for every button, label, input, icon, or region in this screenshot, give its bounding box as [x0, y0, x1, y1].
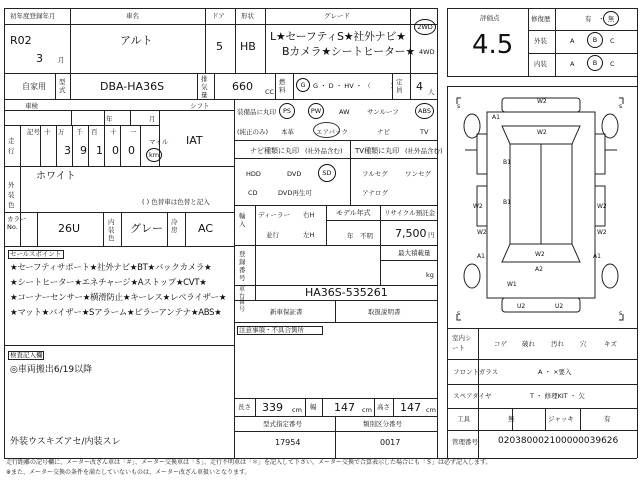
interior-sheet-label: 室内シート — [452, 334, 472, 352]
capacity-unit: 人 — [428, 88, 435, 96]
car-diagram — [447, 86, 637, 328]
equip-leather: 本革 — [281, 128, 294, 136]
model-value: DBA-HA36S — [100, 80, 165, 93]
length-label: 長さ — [238, 403, 251, 411]
equip-pw: PW — [310, 107, 322, 115]
diag-label-10: A1 — [593, 253, 601, 260]
equip-navi: ナビ — [377, 128, 390, 136]
width-unit: cm — [362, 406, 372, 414]
repair-none-circle — [603, 11, 619, 26]
width-label: 幅 — [310, 403, 317, 411]
fuel-g: G — [300, 81, 306, 89]
int-a: A — [570, 60, 575, 68]
vin-label: 車台番号 — [239, 286, 246, 313]
mileage-unit-3: 千 — [76, 128, 83, 136]
selling-point-line-2: ★コーナーセンサー★横滑防止★キーレス★レベライザー★ — [10, 293, 227, 303]
mile-label: マイル — [149, 138, 169, 146]
recycle-label: リサイクル預託金 — [384, 209, 436, 217]
mileage-digit-3: 0 — [112, 144, 119, 157]
footnote-line2: ※また、メーター交換の条件を満たしていないものは、メーター改ざん車扱いとなります。 — [6, 469, 251, 476]
ext-c: C — [610, 37, 615, 45]
max-load-unit: kg — [426, 271, 434, 279]
diag-label-0: W2 — [537, 98, 547, 105]
diag-label-4: B1 — [503, 199, 511, 206]
equip-airbag: エアバック — [316, 128, 348, 136]
repair-none: 無 — [607, 15, 615, 23]
inspection-month-label: 月 — [149, 115, 156, 123]
equipment-sub: (純正のみ) — [237, 128, 269, 136]
nav-sd-circle — [318, 164, 336, 182]
equip-abs: ABS — [418, 107, 431, 115]
import-parallel: 並行 — [266, 231, 279, 239]
spare-label: スペアタイヤ — [453, 392, 492, 400]
diag-label-8: W2 — [597, 229, 607, 236]
tv-oneseg: ワンセグ — [405, 170, 431, 178]
first-reg-label: 初年度登録年月 — [10, 12, 56, 20]
inspection-year-label: 年 — [106, 115, 113, 123]
recycle-value: 7,500 — [395, 227, 427, 240]
inspector-label: 検査記入欄 — [10, 351, 43, 359]
length-unit: cm — [292, 406, 302, 414]
diagram-labels — [457, 98, 622, 317]
selling-point-line-1: ★シートヒーター★エネチャージ★Aストップ★CVT★ — [10, 278, 207, 288]
glass-label: フロントガラス — [453, 368, 499, 376]
nav-dvd: DVD — [287, 170, 302, 178]
import-right: 右H — [303, 211, 315, 219]
reg-label: 登録番号 — [239, 250, 246, 282]
shift-label: シフト — [190, 102, 210, 110]
nav-hdd: HDD — [246, 170, 261, 178]
exterior-label: 外装 — [534, 37, 547, 45]
km-label: km — [148, 151, 160, 159]
tools-label: 工具 — [457, 415, 470, 423]
interior-sheet-item-0: コゲ — [494, 340, 507, 348]
jack-label: ジャッキ — [548, 415, 574, 423]
rating-value: 4.5 — [472, 30, 514, 60]
height-value: 147 — [400, 401, 421, 414]
ac-value: AC — [198, 222, 214, 235]
disp-label: 排気量 — [201, 75, 208, 99]
disp-unit: CC — [265, 88, 275, 96]
equip-abs-circle — [415, 103, 434, 119]
mileage-digit-0: 3 — [64, 144, 71, 157]
nav-sd: SD — [322, 169, 332, 177]
inspection-label: 車検 — [25, 102, 38, 110]
selling-point-line-0: ★セーフティサポート★社外ナビ★BT★バックカメラ★ — [10, 263, 212, 273]
jack-value: 有 — [604, 415, 611, 423]
repair-label: 修復歴 — [531, 15, 551, 23]
mileage-unit-1: 十 — [44, 128, 51, 136]
diag-label-6: W2 — [597, 203, 607, 210]
grade-label: グレード — [324, 12, 350, 20]
diag-label-14: U2 — [517, 303, 526, 310]
mileage-unit-6: 一 — [130, 128, 137, 136]
doors-value: 5 — [216, 40, 223, 53]
interior-sheet-item-3: 穴 — [580, 340, 587, 348]
shape-label: 形状 — [241, 12, 254, 20]
category-label: 類別区分番号 — [363, 420, 402, 428]
glass-value: A ・ ×要入 — [538, 368, 572, 376]
selling-point-line-3: ★マット★バイザー★Sアラーム★ピラーアンテナ★ABS★ — [10, 308, 222, 318]
max-load-label: 最大積載量 — [398, 249, 431, 257]
nav-label: ナビ種類に丸印 — [250, 147, 299, 155]
car-name-label: 車名 — [126, 12, 139, 20]
grade-line2: Bカメラ★シートヒーター★ — [282, 45, 415, 58]
mileage-digit-1: 9 — [80, 144, 87, 157]
exterior-color-value: ホワイト — [36, 171, 76, 182]
import-label: 輸入 — [239, 212, 246, 228]
inspector-bottom: 外装ウスキズアセ/内装スレ — [10, 437, 121, 447]
control-label: 管理番号 — [452, 438, 478, 446]
diag-bracket-tl: s — [457, 103, 461, 110]
import-dealer: ディーラー — [258, 211, 290, 219]
tv-analog: アナログ — [362, 189, 388, 197]
color-no-value: 26U — [58, 222, 81, 235]
interior-sheet-item-4: キズ — [604, 340, 617, 348]
drive-2wd: 2WD — [417, 23, 433, 31]
car-name-value: アルト — [120, 34, 153, 47]
diag-label-2: W2 — [537, 129, 547, 136]
fuel-options: G ・ D ・ HV ・ （ ） — [313, 82, 397, 90]
diag-bracket-tr: s — [619, 103, 623, 110]
equip-pw-circle — [308, 103, 324, 119]
equipment-label: 装備品に丸印 — [237, 108, 276, 116]
color-note: ( ) 色替車は色替と記入 — [142, 198, 210, 206]
type-designation-label: 型式指定番号 — [263, 420, 302, 428]
ext-a: A — [570, 37, 575, 45]
inspector-line1: ◎車両搬出6/19以降 — [10, 365, 93, 375]
ac-label: 冷房 — [171, 218, 178, 234]
int-color-label: 内装色 — [108, 218, 115, 242]
int-color-value: グレー — [130, 222, 163, 235]
recycle-unit: 円 — [428, 231, 435, 239]
month-value: 3 — [36, 52, 43, 65]
model-year-label: モデル年式 — [336, 209, 371, 217]
equip-sunroof: サンルーフ — [367, 108, 399, 116]
import-left: 左H — [303, 231, 315, 239]
mileage-unit-2: 万 — [58, 128, 65, 136]
interior-label: 内装 — [534, 60, 547, 68]
tv-label: TV種類に丸印 — [355, 147, 400, 155]
equip-ps: PS — [282, 107, 292, 115]
type-designation-value: 17954 — [275, 438, 301, 447]
nav-sub: (社外品含む) — [305, 147, 343, 155]
travel-label: 走行 — [8, 137, 15, 155]
spare-value: T ・ 修理KIT ・ 欠 — [530, 392, 585, 400]
int-c: C — [610, 60, 615, 68]
height-unit: cm — [426, 406, 436, 414]
drive-2wd-circle — [414, 19, 436, 35]
shift-value: IAT — [186, 134, 203, 147]
diag-label-5: W2 — [473, 203, 483, 210]
diag-label-7: W2 — [477, 229, 487, 236]
diag-label-12: W1 — [507, 281, 517, 288]
grade-line1: L★セーフティS★社外ナビ★ — [270, 30, 406, 43]
width-value: 147 — [334, 401, 355, 414]
mileage-unit-4: 百 — [91, 128, 98, 136]
airbag-circle — [313, 122, 340, 138]
mileage-unit-0: 記号 — [27, 128, 40, 136]
rating-label: 評価点 — [480, 14, 500, 22]
door-label: ドア — [212, 12, 225, 20]
km-circle — [146, 148, 162, 162]
int-b: B — [592, 59, 598, 67]
diag-bracket-bl: s — [457, 310, 461, 317]
height-label: 高さ — [377, 403, 390, 411]
length-value: 339 — [262, 401, 283, 414]
model-label: 型式 — [59, 78, 66, 94]
shape-value: HB — [240, 40, 256, 53]
disp-value: 660 — [232, 80, 253, 93]
model-year-value: 年 不明 — [347, 232, 373, 240]
tools-value: 無 — [508, 415, 515, 423]
nav-cd: CD — [248, 189, 258, 197]
equip-tv: TV — [420, 128, 429, 136]
capacity-value: 4 — [416, 80, 423, 93]
diag-label-1: A1 — [492, 114, 500, 121]
fuel-g-circle — [296, 78, 310, 92]
tv-fullseg: フルセグ — [362, 170, 388, 178]
interior-sheet-item-1: 破れ — [522, 340, 535, 348]
interior-sheet-item-2: 汚れ — [551, 340, 564, 348]
capacity-label: 定員 — [396, 78, 403, 94]
ext-b: B — [592, 36, 598, 44]
ext-b-circle — [587, 32, 603, 48]
drive-4wd: 4WD — [419, 48, 435, 56]
manual-label: 取扱説明書 — [368, 308, 401, 316]
selling-points-label: セールスポイント — [10, 250, 62, 258]
color-no-label: カラーNo. — [7, 215, 27, 231]
category-value: 0017 — [380, 438, 401, 447]
use-value: 自家用 — [22, 82, 46, 91]
mileage-digit-2: 1 — [96, 144, 103, 157]
warranty-label: 新車保証書 — [270, 308, 303, 316]
footnote-line1: 走行距離の記号欄に、メーター改ざん車は「＃」、メーター交換車は「＄」、走行不明車は「＊」を記入して下さい。メーター交換で合算表示した場合にも「＄」は必ず記入します。 — [6, 459, 492, 466]
diag-label-13: A2 — [535, 266, 543, 273]
month-unit: 月 — [58, 56, 65, 64]
diag-label-11: W2 — [535, 251, 545, 258]
int-b-circle — [587, 55, 603, 71]
fuel-label: 燃料 — [279, 78, 286, 94]
diag-label-15: U2 — [555, 303, 564, 310]
repair-yes: 有 — [585, 15, 592, 23]
exterior-color-label: 外装色 — [8, 181, 15, 209]
nav-dvd-play: DVD再生可 — [278, 189, 312, 197]
mileage-unit-5: 十 — [110, 128, 117, 136]
control-value: 020380002100000039626 — [498, 436, 619, 446]
equip-aw: AW — [339, 108, 350, 116]
diag-bracket-br: s — [619, 310, 623, 317]
year-value: R02 — [10, 34, 32, 47]
vin-value: HA36S-535261 — [305, 286, 388, 299]
notes-label: 注意事項・不具合箇所 — [239, 326, 304, 334]
tv-sub: (社外品含む) — [405, 147, 443, 155]
equip-ps-circle — [279, 103, 295, 119]
diag-label-3: B1 — [503, 159, 511, 166]
mileage-digit-4: 0 — [128, 144, 135, 157]
diag-label-9: A1 — [477, 253, 485, 260]
